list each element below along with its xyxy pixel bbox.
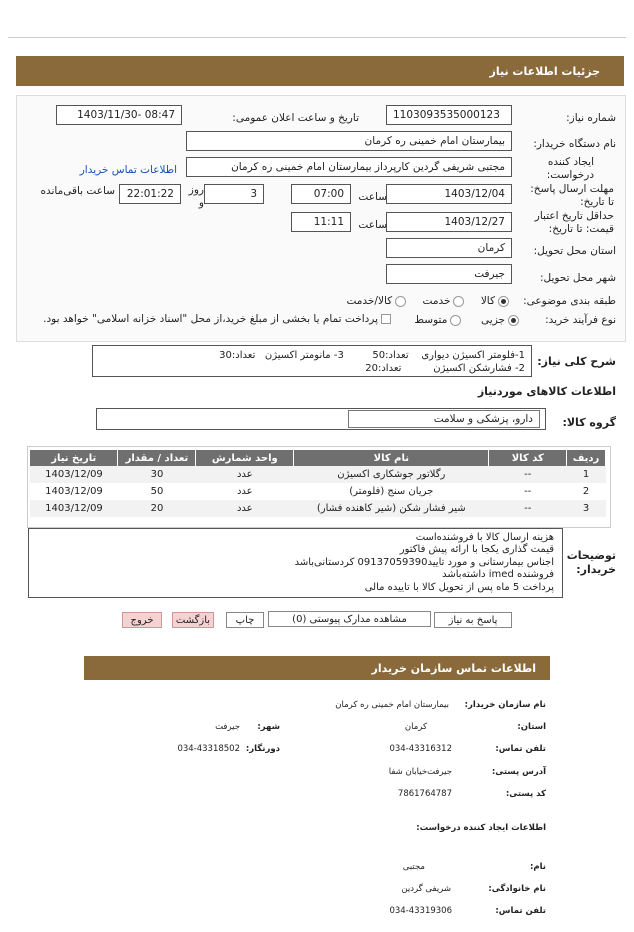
print-button[interactable]: چاپ: [226, 612, 264, 628]
process-radio-partial[interactable]: [508, 315, 519, 326]
announce-date-label: تاریخ و ساعت اعلان عمومی:: [232, 112, 359, 124]
page-title: جزئیات اطلاعات نیاز: [489, 64, 600, 78]
cell-date: 1403/12/09: [30, 466, 118, 483]
table-row: [30, 466, 606, 483]
days-field: 3: [204, 184, 264, 204]
send-deadline-time: 07:00: [291, 184, 351, 204]
delivery-city-label: شهر محل تحویل:: [540, 272, 616, 284]
summary-line-1: 1-فلومتر اکسیژن دیواری تعداد:50 3- مانومتر اکسیژن تعداد:30: [219, 350, 525, 361]
contact-province-label: استان:: [517, 722, 546, 732]
delivery-province-label: استان محل تحویل:: [533, 245, 616, 257]
cell-name: شیر فشار شکن (شیر کاهنده فشار): [294, 500, 489, 517]
cell-qty: 30: [118, 466, 196, 483]
creator-family-label: نام خانوادگی:: [488, 884, 546, 894]
delivery-province-field: کرمان: [386, 238, 512, 258]
creator-name: مجتبی: [402, 862, 425, 872]
creator-family: شریفی گردین: [401, 884, 451, 894]
goods-info-title: اطلاعات کالاهای موردنیاز: [477, 385, 616, 398]
contact-address-label: آدرس پستی:: [491, 767, 546, 777]
note-line: اجناس بیمارستانی و مورد تایید09137059390 کردستانی‌باشد: [294, 556, 554, 568]
contact-postal: 7861764787: [397, 789, 452, 799]
summary-label: شرح کلی نیاز:: [537, 355, 616, 368]
announce-date-field: 1403/11/30- 08:47: [56, 105, 182, 125]
contact-address: جیرفت‌خیابان شفا: [388, 767, 452, 777]
creator-tel-label: تلفن تماس:: [495, 906, 546, 916]
validity-time: 11:11: [291, 212, 351, 232]
table-row: [30, 500, 606, 517]
requester-field: مجتبی شریفی گردین کارپرداز بیمارستان امام خمینی ره کرمان: [186, 157, 512, 177]
cell-qty: 20: [118, 500, 196, 517]
notes-box: [28, 528, 563, 598]
payment-checkbox[interactable]: [381, 314, 391, 324]
process-label: نوع فرآیند خرید:: [545, 314, 616, 326]
note-line: قیمت گذاری یکجا با ارائه پیش فاکتور: [399, 544, 554, 556]
cell-code: --: [489, 500, 567, 517]
col-code: کد کالا: [489, 450, 567, 466]
summary-line-2: 2- فشارشکن اکسیژن تعداد:20: [365, 363, 525, 374]
note-line: پرداخت 5 ماه پس از تحویل کالا با تاییده مالی: [364, 581, 554, 593]
cell-date: 1403/12/09: [30, 500, 118, 517]
contact-header: [84, 656, 550, 680]
cell-date: 1403/12/09: [30, 483, 118, 500]
category-radio-service[interactable]: [453, 296, 464, 307]
send-deadline-label: مهلت ارسال پاسخ: تا تاریخ:: [530, 183, 614, 208]
buyer-org-field: بیمارستان امام خمینی ره کرمان: [186, 131, 512, 151]
cell-row: 2: [567, 483, 606, 500]
category-radio-goods[interactable]: [498, 296, 509, 307]
process-radio-medium[interactable]: [450, 315, 461, 326]
goods-group-label: گروه کالا:: [562, 416, 616, 429]
back-button[interactable]: بازگشت: [172, 612, 214, 628]
payment-note: پرداخت تمام یا بخشی از مبلغ خرید،از محل "اسناد خزانه اسلامی" خواهد بود.: [43, 313, 394, 325]
note-line: فروشنده imed داشته‌باشد: [442, 569, 554, 581]
contact-province: کرمان: [404, 722, 427, 732]
cell-unit: عدد: [196, 483, 294, 500]
contact-org-label: نام سازمان خریدار:: [464, 700, 546, 710]
col-date: تاریخ نیاز: [30, 450, 118, 466]
creator-tel: 034-43319306: [389, 906, 452, 916]
note-line: هزینه ارسال کالا با فروشنده‌است: [415, 532, 554, 543]
contact-phone-label: تلفن تماس:: [495, 744, 546, 754]
creator-name-label: نام:: [529, 862, 546, 872]
validity-time-label: ساعت: [358, 219, 387, 231]
contact-phone: 034-43316312: [389, 744, 452, 754]
category-radio-both[interactable]: [395, 296, 406, 307]
buyer-org-label: نام دستگاه خریدار:: [533, 138, 616, 150]
table-header-row: [30, 450, 606, 466]
creator-title: اطلاعات ایجاد کننده درخواست:: [416, 823, 546, 833]
cell-name: جریان سنج (فلومتر): [294, 483, 489, 500]
delivery-city-field: جیرفت: [386, 264, 512, 284]
cell-code: --: [489, 483, 567, 500]
cell-qty: 50: [118, 483, 196, 500]
items-table: [30, 450, 606, 517]
col-row: ردیف: [567, 450, 606, 466]
cell-code: --: [489, 466, 567, 483]
top-divider: [8, 37, 626, 38]
attachments-button[interactable]: مشاهده مدارک پیوستی (0): [268, 611, 431, 627]
cell-unit: عدد: [196, 500, 294, 517]
contact-title: اطلاعات تماس سازمان خریدار: [371, 661, 536, 675]
validity-date: 1403/12/27: [386, 212, 512, 232]
category-options: کالا خدمت کالا/خدمت: [346, 295, 512, 307]
table-row: [30, 483, 606, 500]
remaining-time-field: 22:01:22: [119, 184, 181, 204]
goods-group-field: دارو، پزشکی و سلامت: [348, 410, 540, 428]
contact-city-label: شهر:: [257, 722, 280, 732]
requester-label: ایجاد کننده درخواست:: [546, 156, 594, 181]
contact-city: جیرفت: [215, 722, 240, 732]
category-label: طبقه بندی موضوعی:: [523, 295, 616, 307]
col-qty: تعداد / مقدار: [118, 450, 196, 466]
cell-name: رگلاتور جوشکاری اکسیژن: [294, 466, 489, 483]
contact-fax: 034-43318502: [177, 744, 240, 754]
cell-row: 1: [567, 466, 606, 483]
summary-box: [92, 345, 532, 377]
col-unit: واحد شمارش: [196, 450, 294, 466]
remaining-label: ساعت باقی‌مانده: [40, 185, 115, 197]
send-deadline-date: 1403/12/04: [386, 184, 512, 204]
reply-button[interactable]: پاسخ به نیاز: [434, 612, 512, 628]
contact-org: بیمارستان امام خمینی ره کرمان: [335, 700, 449, 710]
validity-label: حداقل تاریخ اعتبار قیمت: تا تاریخ:: [534, 210, 614, 235]
send-time-label: ساعت: [358, 191, 387, 203]
process-options: جزیی متوسط: [414, 314, 522, 326]
need-number-field: 1103093535000123: [386, 105, 512, 125]
contact-fax-label: دورنگار:: [245, 744, 280, 754]
days-label: روز و: [188, 184, 204, 209]
exit-button[interactable]: خروج: [122, 612, 162, 628]
notes-label: توضیحات خریدار:: [566, 549, 616, 576]
need-number-label: شماره نیاز:: [566, 112, 616, 124]
buyer-contact-link[interactable]: اطلاعات تماس خریدار: [79, 164, 177, 176]
cell-row: 3: [567, 500, 606, 517]
cell-unit: عدد: [196, 466, 294, 483]
page-header: [16, 56, 624, 86]
contact-postal-label: کد پستی:: [505, 789, 546, 799]
col-name: نام کالا: [294, 450, 489, 466]
